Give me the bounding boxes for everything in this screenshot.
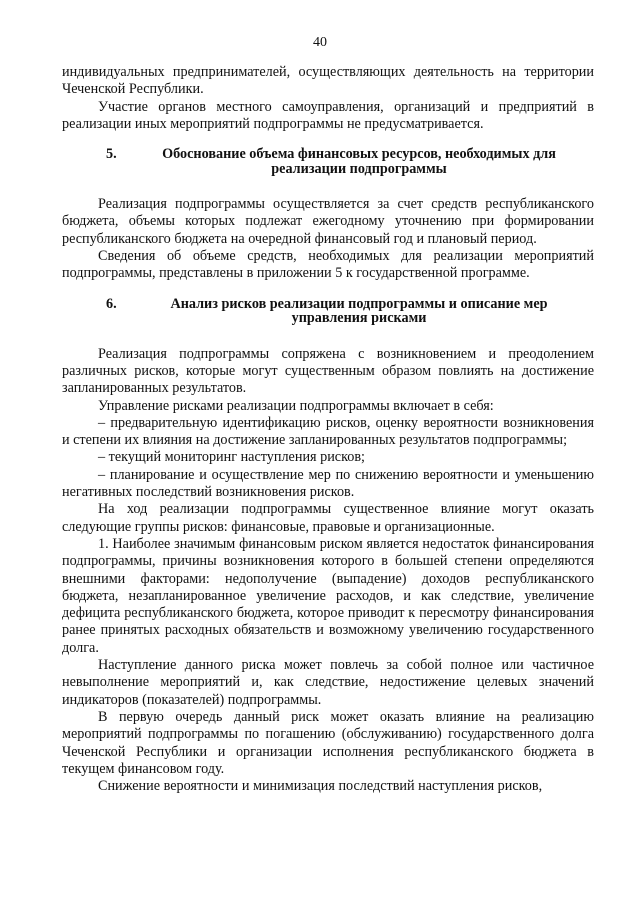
paragraph: 1. Наиболее значимым финансовым риском является недостаток финансирования подпрограммы, причины возникновения которого в большей степени определяются внешними факторами: недополучение (выпадение) доходов республиканского бюджета, незапланированное увеличение расходов, и как следствие, увеличение дефицита республиканского бюджета, которое приводит к пересмотру финансирования ранее принятых расходных обязательств и возможному увеличению государственного долга. (62, 535, 594, 656)
paragraph: индивидуальных предпринимателей, осуществляющих деятельность на территории Чеченской Республики. (62, 64, 594, 98)
document-body (62, 64, 594, 795)
paragraph: Реализация подпрограммы сопряжена с возникновением и преодолением различных рисков, которые могут существенным образом повлиять на достижение запланированных результатов. (62, 345, 594, 397)
paragraph: Сведения об объеме средств, необходимых для реализации мероприятий подпрограммы, представлены в приложении 5 к государственной программе. (62, 248, 594, 282)
section-number: 5. (106, 146, 117, 163)
list-item: – предварительную идентификацию рисков, оценку вероятности возникновения и степени их влияния на достижение запланированных результатов подпрограммы; (62, 414, 594, 449)
paragraph: Снижение вероятности и минимизация последствий наступления рисков, (98, 778, 543, 795)
spacer (62, 326, 594, 346)
section-heading-6 (62, 297, 594, 326)
paragraph: Управление рисками реализации подпрограммы включает в себя: (98, 397, 494, 414)
section-number: 6. (106, 295, 117, 312)
list-item: – текущий мониторинг наступления рисков; (98, 449, 365, 466)
page-number: 40 (313, 35, 327, 50)
spacer (62, 176, 594, 196)
section-title: Обоснование объема финансовых ресурсов, необходимых для реализации подпрограммы (162, 146, 556, 177)
spacer (62, 283, 594, 297)
spacer (62, 133, 594, 147)
paragraph: Реализация подпрограммы осуществляется за счет средств республиканского бюджета, объемы которых подлежат ежегодному уточнению при формировании республиканского бюджета на очередной финансовый год и плановый период. (62, 196, 594, 247)
paragraph: В первую очередь данный риск может оказать влияние на реализацию мероприятий подпрограммы по погашению (обслуживанию) государственного долга Чеченской Республики и организации исполнения республиканского бюджета в текущем финансовом году. (62, 708, 594, 777)
section-title: Анализ рисков реализации подпрограммы и описание мер управления рисками (170, 295, 548, 327)
paragraph: На ход реализации подпрограммы существенное влияние могут оказать следующие группы рисков: финансовые, правовые и организационные. (62, 501, 594, 535)
list-item: – планирование и осуществление мер по снижению вероятности и уменьшению негативных последствий возникновения рисков. (62, 466, 594, 501)
section-heading-5 (62, 147, 594, 176)
paragraph: Наступление данного риска может повлечь за собой полное или частичное невыполнение мероприятий и, как следствие, недостижение целевых значений индикаторов (показателей) подпрограммы. (62, 657, 594, 708)
paragraph: Участие органов местного самоуправления, организаций и предприятий в реализации иных мероприятий подпрограммы не предусматривается. (62, 98, 594, 132)
